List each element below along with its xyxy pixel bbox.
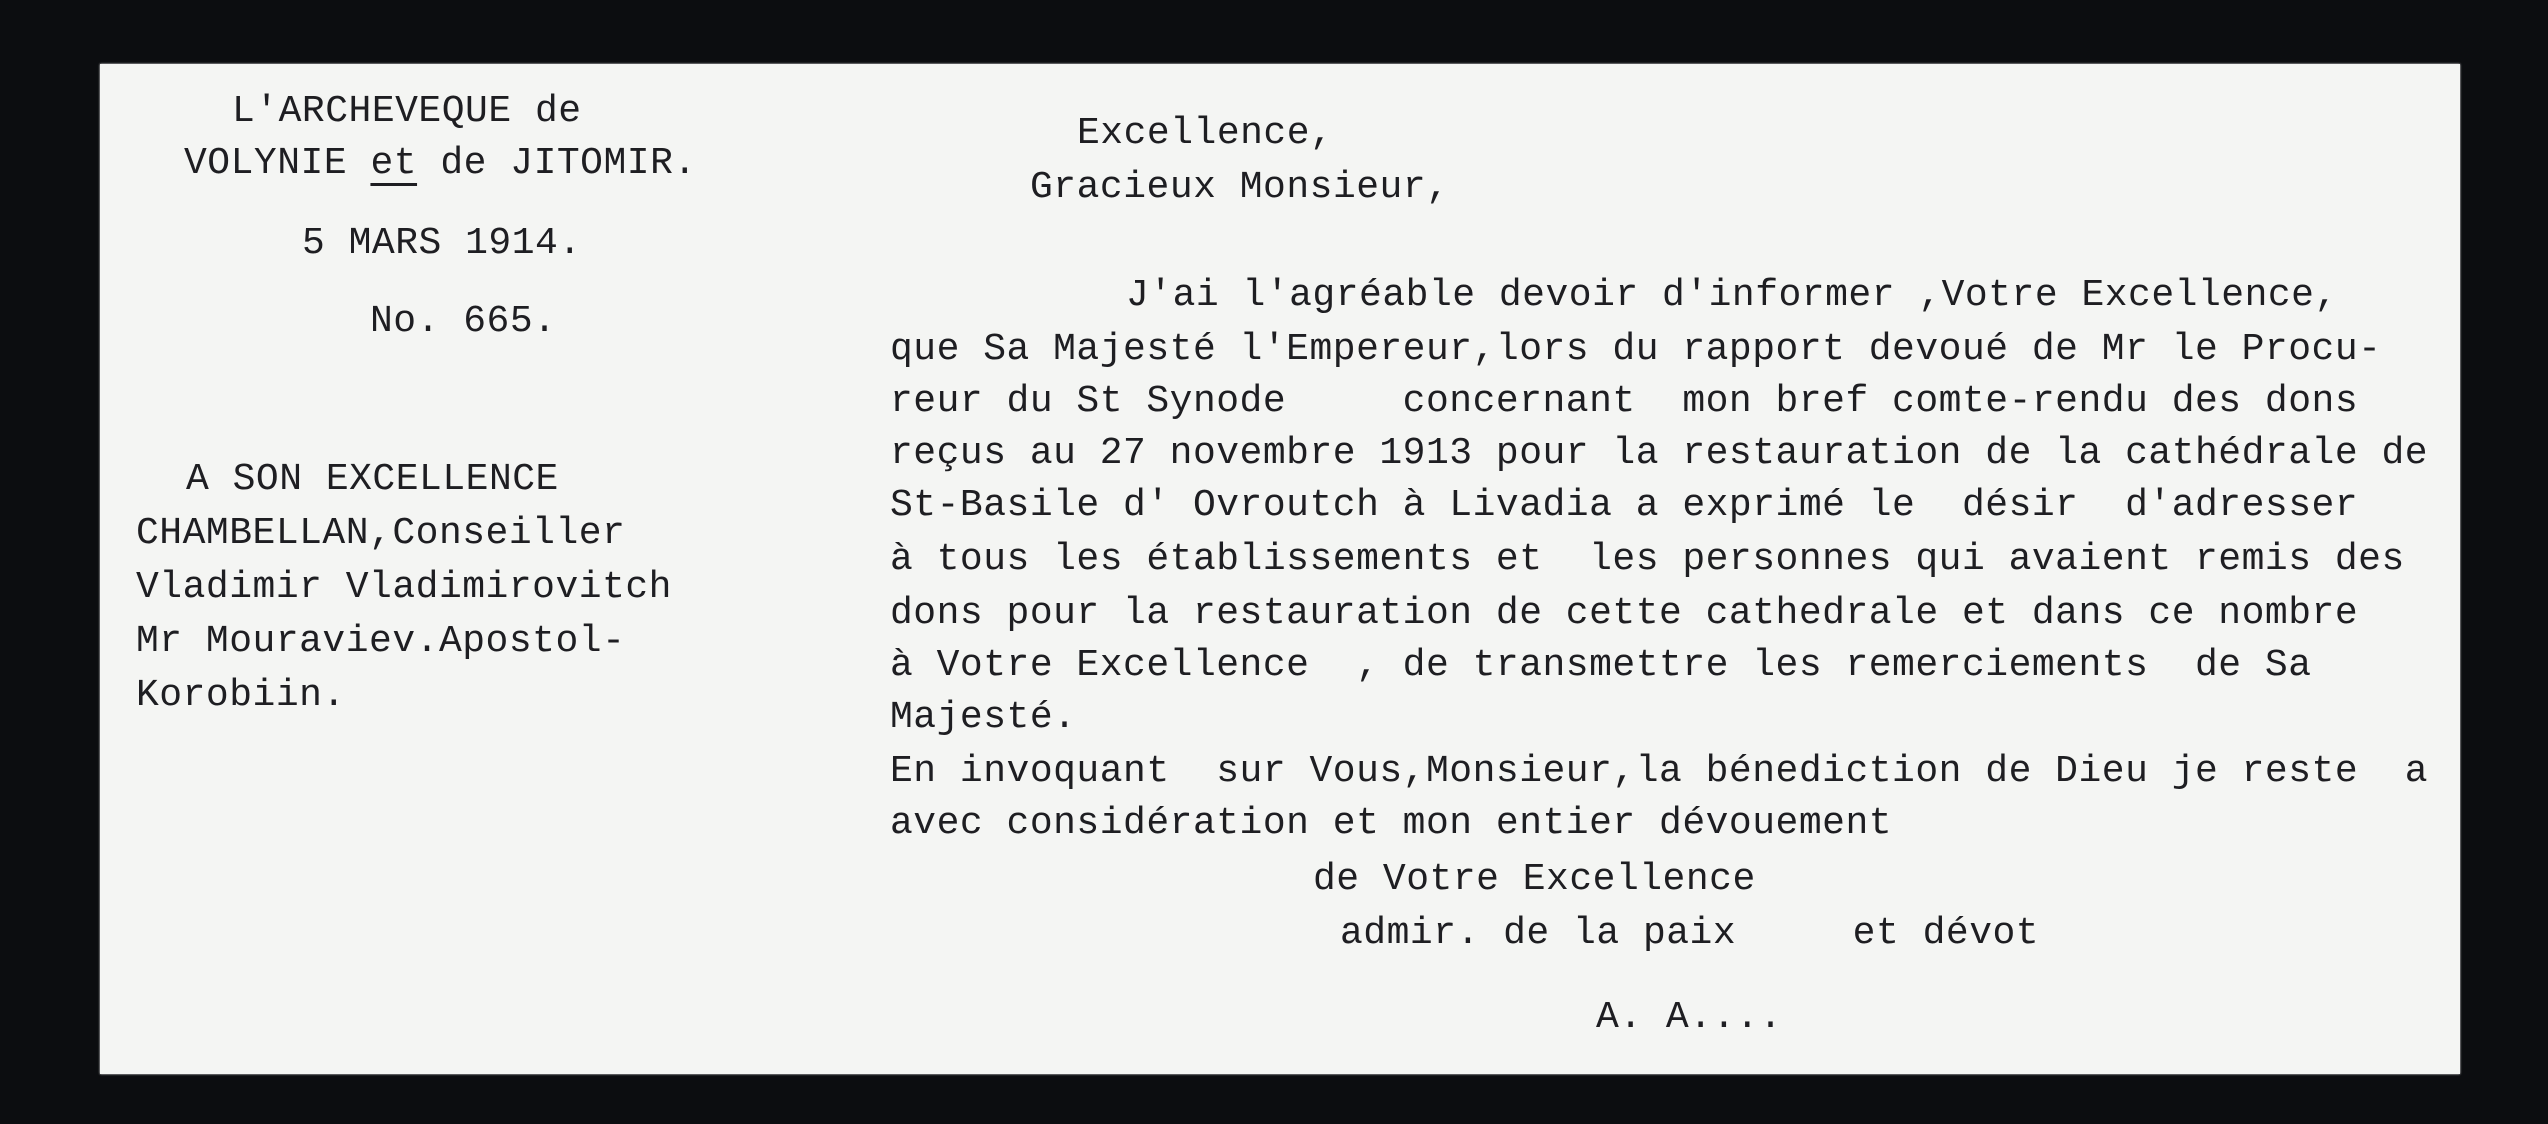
addressee-line: A SON EXCELLENCE bbox=[186, 458, 559, 501]
salutation-line1: Excellence, bbox=[1077, 112, 1334, 155]
addressee-line: CHAMBELLAN,Conseiller bbox=[136, 512, 626, 555]
sender-title: L'ARCHEVEQUE de bbox=[232, 90, 582, 133]
body-line: avec considération et mon entier dévouement bbox=[890, 802, 1893, 845]
body-line: reur du St Synode concernant mon bref comte-rendu des dons bbox=[890, 380, 2359, 423]
closing-line2: admir. de la paix et dévot bbox=[1340, 912, 2040, 955]
body-line: St-Basile d' Ovroutch à Livadia a exprimé le désir d'adresser bbox=[890, 484, 2359, 527]
sender-diocese-part1: VOLYNIE bbox=[184, 142, 371, 185]
body-line: à Votre Excellence , de transmettre les remerciements de Sa bbox=[890, 644, 2312, 687]
addressee-line: Vladimir Vladimirovitch bbox=[136, 566, 672, 609]
body-line: Majesté. bbox=[890, 696, 1077, 739]
addressee-line: Mr Mouraviev.Apostol- bbox=[136, 620, 626, 663]
body-line: à tous les établissements et les personnes qui avaient remis des bbox=[890, 538, 2405, 581]
letter-number: No. 665. bbox=[370, 300, 557, 343]
letter-date: 5 MARS 1914. bbox=[302, 222, 582, 265]
signature: A. A.... bbox=[1596, 996, 1783, 1039]
body-line: que Sa Majesté l'Empereur,lors du rapport devoué de Mr le Procu- bbox=[890, 328, 2382, 371]
sender-diocese-part2: de JITOMIR. bbox=[417, 142, 697, 185]
addressee-line: Korobiin. bbox=[136, 674, 346, 717]
sender-diocese bbox=[184, 140, 697, 188]
body-line: En invoquant sur Vous,Monsieur,la bénediction de Dieu je reste a bbox=[890, 750, 2429, 793]
body-line: dons pour la restauration de cette cathedrale et dans ce nombre bbox=[890, 592, 2359, 635]
salutation-line2: Gracieux Monsieur, bbox=[1030, 166, 1450, 209]
sender-diocese-underlined: et bbox=[370, 142, 418, 185]
body-line: J'ai l'agréable devoir d'informer ,Votre Excellence, bbox=[1126, 274, 2338, 317]
body-line: reçus au 27 novembre 1913 pour la restauration de la cathédrale de bbox=[890, 432, 2429, 475]
closing-line1: de Votre Excellence bbox=[1313, 858, 1756, 901]
